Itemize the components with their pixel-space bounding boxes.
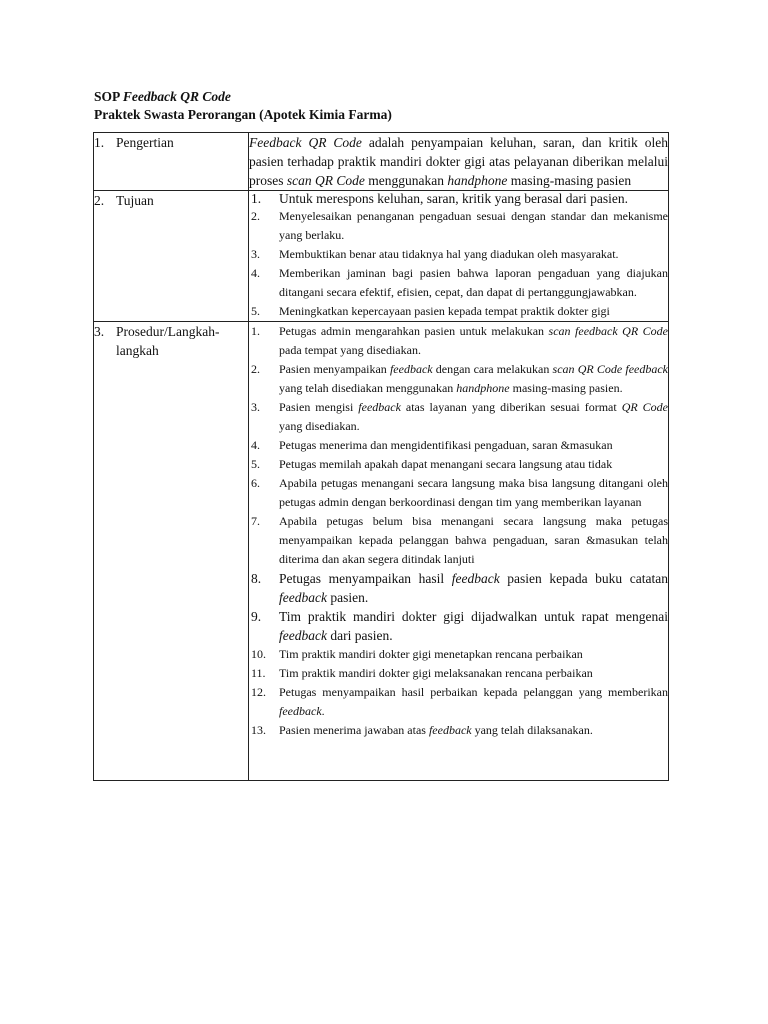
definition-cell <box>249 133 669 191</box>
prosedur-cell <box>249 322 669 781</box>
row-label-text: Prosedur/Langkah-langkah <box>116 324 220 358</box>
list-item: 12. Petugas menyampaikan hasil perbaikan kepada pelanggan yang memberikan feedback. <box>251 685 668 718</box>
tujuan-list <box>249 191 668 321</box>
row-label-pengertian <box>94 133 249 191</box>
tujuan-cell <box>249 191 669 322</box>
list-item: 5. Petugas memilah apakah dapat menangani secara langsung atau tidak <box>251 457 613 471</box>
row-prosedur <box>94 322 669 781</box>
list-item: 10. Tim praktik mandiri dokter gigi menetapkan rencana perbaikan <box>251 647 583 661</box>
list-item: 4. Memberikan jaminan bagi pasien bahwa laporan pengaduan yang diajukan ditangani secara efektif, efisien, cepat, dan dapat di pertanggungjawabkan. <box>251 266 668 299</box>
list-item: 9. Tim praktik mandiri dokter gigi dijadwalkan untuk rapat mengenai feedback dari pasien. <box>251 609 668 643</box>
list-item: 5. Meningkatkan kepercayaan pasien kepada tempat praktik dokter gigi <box>251 304 610 318</box>
list-item: 6. Apabila petugas menangani secara langsung maka bisa langsung ditangani oleh petugas admin dengan berkoordinasi dengan tim yang memberikan layanan <box>251 476 668 509</box>
row-number: 1. <box>94 135 105 150</box>
row-number: 2. <box>94 193 105 208</box>
row-label-text: Tujuan <box>116 193 154 208</box>
title-prefix: SOP <box>94 89 120 104</box>
title-italic: Feedback QR Code <box>122 89 231 104</box>
list-item: 1. Untuk merespons keluhan, saran, kritik yang berasal dari pasien. <box>251 191 629 206</box>
list-item: 7. Apabila petugas belum bisa menangani secara langsung maka petugas menyampaikan kepada pelanggan bahwa pengaduan, saran &masukan telah diterima dan akan segera ditindak lanjuti <box>251 514 668 566</box>
sop-table <box>93 132 669 781</box>
row-pengertian <box>94 133 669 191</box>
row-label-tujuan <box>94 191 249 322</box>
prosedur-list <box>249 322 668 740</box>
list-item: 3. Pasien mengisi feedback atas layanan yang diberikan sesuai format QR Code yang disediakan. <box>251 400 668 433</box>
list-item: 2. Menyelesaikan penanganan pengaduan sesuai dengan standar dan mekanisme yang berlaku. <box>251 209 668 242</box>
row-tujuan <box>94 191 669 322</box>
list-item: 11. Tim praktik mandiri dokter gigi melaksanakan rencana perbaikan <box>251 666 593 680</box>
list-item: 2. Pasien menyampaikan feedback dengan cara melakukan scan QR Code feedback yang telah disediakan menggunakan handphone masing-masing pasien. <box>251 362 668 395</box>
list-item: 13. Pasien menerima jawaban atas feedback yang telah dilaksanakan. <box>251 723 593 737</box>
list-item: 4. Petugas menerima dan mengidentifikasi pengaduan, saran &masukan <box>251 438 613 452</box>
row-label-prosedur <box>94 322 249 781</box>
list-item: 8. Petugas menyampaikan hasil feedback pasien kepada buku catatan feedback pasien. <box>251 571 668 605</box>
list-item: 3. Membuktikan benar atau tidaknya hal yang diadukan oleh masyarakat. <box>251 247 619 261</box>
list-item: 1. Petugas admin mengarahkan pasien untuk melakukan scan feedback QR Code pada tempat yang disediakan. <box>251 324 668 357</box>
definition-text: Feedback QR Code adalah penyampaian keluhan, saran, dan kritik oleh pasien terhadap praktik mandiri dokter gigi atas pelayanan diberikan melalui proses scan QR Code menggunakan handphone masing-masing pasien <box>249 135 668 188</box>
document-subtitle: Praktek Swasta Perorangan (Apotek Kimia Farma) <box>94 107 392 122</box>
row-number: 3. <box>94 324 105 339</box>
document-title <box>94 88 231 106</box>
row-label-text: Pengertian <box>116 135 174 150</box>
